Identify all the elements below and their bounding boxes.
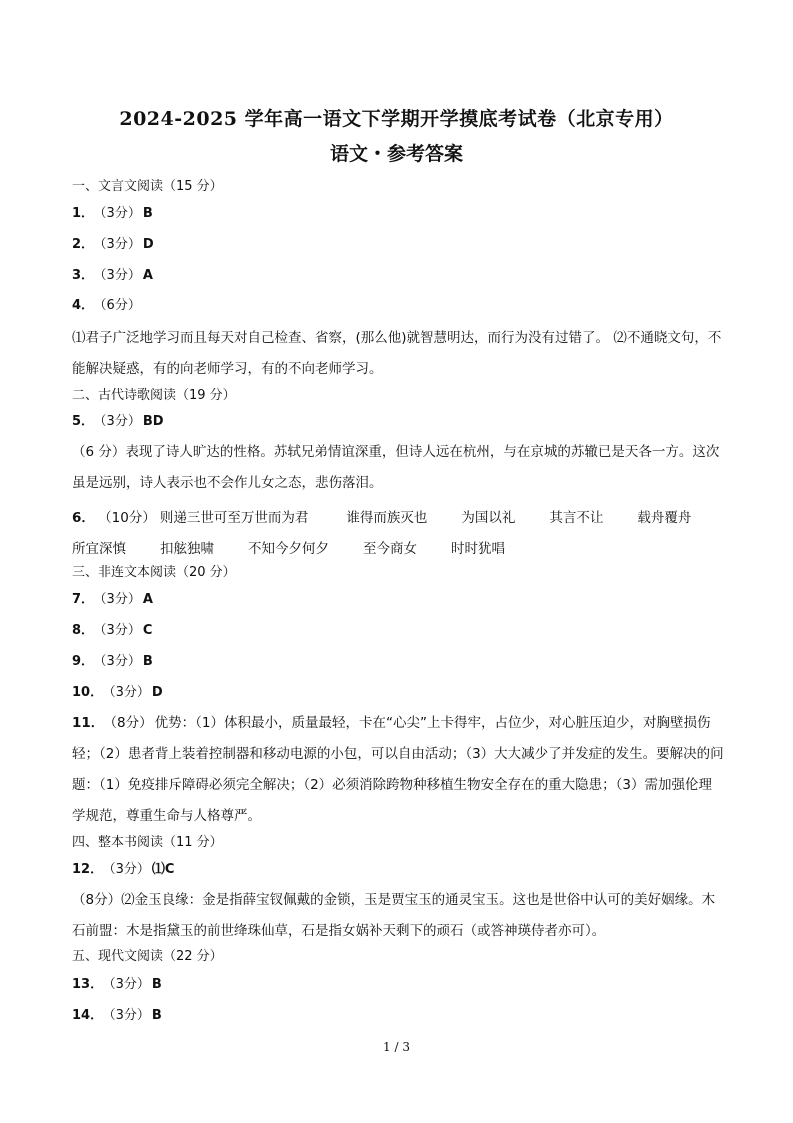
answer-q11 [72,708,724,832]
question-points: （6分） [100,298,141,313]
answer-q13 [72,976,162,994]
answer-q8 [72,622,152,640]
answer-q14 [72,1007,162,1025]
blank-answer: 所宜深慎 [72,541,126,557]
answer-value: D [151,685,163,700]
answer-q9 [72,653,153,671]
question-number: 4． [72,298,95,313]
answer-q12-text: （8分）⑵金玉良缘：金是指薛宝钗佩戴的金锁，玉是贾宝玉的通灵宝玉。这也是世俗中认可的美好姻缘。木石前盟：木是指黛玉的前世绛珠仙草，石是指女娲补天剩下的顽石（或答神瑛侍者亦可）。 [72,892,716,939]
answer-q4 [72,297,143,315]
question-points: （3分） [100,206,141,221]
answer-value: A [142,592,153,607]
section-heading-4: 四、整本书阅读（11 分） [72,835,223,850]
answer-value: D [142,237,154,252]
question-points: （3分） [100,654,141,669]
question-number: 13． [72,977,104,992]
section-heading-5: 五、现代文阅读（22 分） [72,949,223,964]
blank-answer: 扣舷独啸 [160,541,214,557]
question-points: （10分） [104,510,156,526]
question-number: 6． [72,510,95,526]
question-number: 5． [72,414,95,429]
question-points: （3分） [109,1008,150,1023]
question-points: （3分） [100,268,141,283]
answer-value: B [142,654,153,669]
question-points: （8分） [110,715,153,731]
answer-q5 [72,413,164,431]
question-number: 7． [72,592,95,607]
answer-q6-row1 [72,506,691,526]
answer-q2 [72,236,154,254]
blank-answer: 载舟覆舟 [637,510,692,526]
question-number: 1． [72,206,95,221]
section-heading-3: 三、非连文本阅读（20 分） [72,565,236,580]
section-heading-1: 一、文言文阅读（15 分） [72,179,223,194]
question-number: 2． [72,237,95,252]
question-number: 12． [72,862,104,877]
question-number: 9． [72,654,95,669]
question-number: 3． [72,268,95,283]
answer-q6-row2 [72,537,505,557]
question-points: （3分） [100,237,141,252]
question-number: 8． [72,623,95,638]
answer-value: A [142,268,153,283]
answer-q5-text: （6 分）表现了诗人旷达的性格。苏轼兄弟情谊深重，但诗人远在杭州，与在京城的苏辙已是天各一方。这次虽是远别，诗人表示也不会作儿女之态，悲伤落泪。 [72,444,720,491]
section-heading-2: 二、古代诗歌阅读（19 分） [72,388,236,403]
blank-answer: 时时犹唱 [451,541,505,557]
question-points: （3分） [109,977,150,992]
question-points: （3分） [100,414,141,429]
blank-answer: 为国以礼 [461,510,516,526]
page-title: 2024-2025 学年高一语文下学期开学摸底考试卷（北京专用） [119,108,674,130]
blank-answer: 至今商女 [363,541,417,557]
question-points: （3分） [109,685,150,700]
answer-q4-text: ⑴君子广泛地学习而且每天对自己检查、省察，(那么他)就智慧明达，而行为没有过错了。 ⑵不通晓文句，不能解决疑惑，有的向老师学习，有的不向老师学习。 [72,330,722,377]
page-subtitle: 语文・参考答案 [329,143,463,165]
answer-value: B [142,206,153,221]
answer-value: ⑴C [151,862,175,877]
blank-answer: 不知今夕何夕 [248,541,329,557]
question-points: （3分） [109,862,150,877]
question-number: 14． [72,1008,104,1023]
page-number: 1 / 3 [383,1040,410,1054]
blank-answer: 谁得而族灭也 [346,510,428,526]
answer-q7 [72,591,153,609]
answer-q1 [72,205,153,223]
question-points: （3分） [100,623,141,638]
answer-value: C [142,623,153,638]
question-points: （3分） [100,592,141,607]
answer-q10 [72,684,163,702]
answer-value: B [151,1008,162,1023]
blank-answer: 其言不让 [549,510,604,526]
answer-q12 [72,861,174,879]
answer-q11-text: 优势：（1）体积最小，质量最轻，卡在“心尖”上卡得牢，占位少，对心脏压迫少，对胸壁损伤轻；（2）患者背上装着控制器和移动电源的小包，可以自由活动；（3）大大减少了并发症的发生。要解决的问题：（1）免疫排斥障碍必须完全解决；（2）必须消除跨物种移植生物安全存在的重大隐患；（3）需加强伦理学规范，尊重生命与人格尊严。 [72,715,724,824]
answer-value: BD [142,414,164,429]
answer-value: B [151,977,162,992]
answer-q3 [72,267,153,285]
blank-answer: 则递三世可至万世而为君 [159,510,309,526]
question-number: 10． [72,685,104,700]
question-number: 11． [72,715,105,731]
